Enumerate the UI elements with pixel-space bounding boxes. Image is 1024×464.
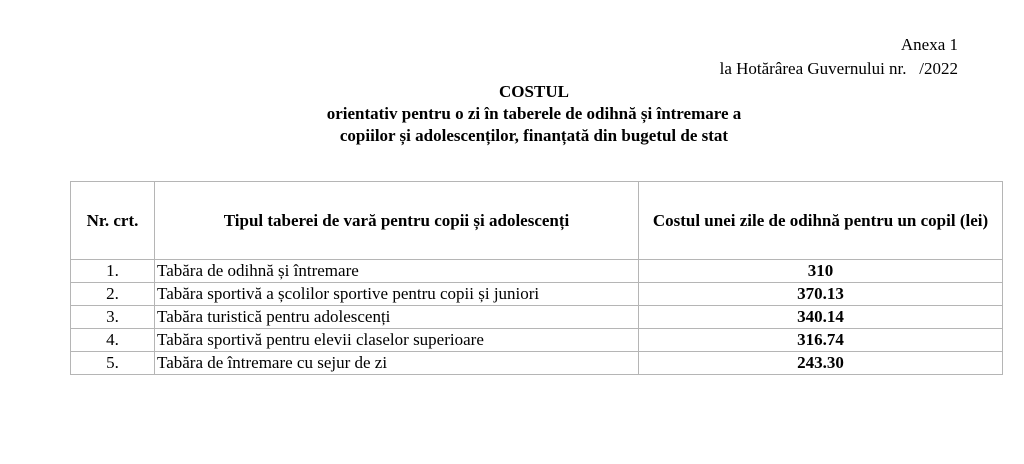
document-title [0,81,1024,147]
row-nr: 2. [71,283,155,306]
row-nr: 4. [71,329,155,352]
title-line-1: COSTUL [499,82,569,101]
table-row [71,352,1003,375]
table-row [71,260,1003,283]
table-row [71,283,1003,306]
row-nr: 3. [71,306,155,329]
row-camp-type: Tabăra sportivă pentru elevii claselor superioare [155,329,639,352]
title-line-2: orientativ pentru o zi în taberele de odihnă și întremare a [326,104,742,123]
row-nr: 5. [71,352,155,375]
row-nr: 1. [71,260,155,283]
table-header-row [71,182,1003,260]
table-row [71,329,1003,352]
title-line-3: copiilor și adolescenților, finanțată din bugetul de stat [339,126,729,145]
annex-decision-ref: la Hotărârea Guvernului nr. /2022 [719,59,958,78]
row-cost: 310 [639,260,1003,283]
table-row [71,306,1003,329]
row-camp-type: Tabăra de întremare cu sejur de zi [155,352,639,375]
header-nr: Nr. crt. [71,182,155,260]
cost-table [70,181,1003,375]
annex-reference [720,33,958,81]
annex-number: Anexa 1 [900,35,958,54]
row-cost: 243.30 [639,352,1003,375]
header-camp-type: Tipul taberei de vară pentru copii și adolescenți [155,182,639,260]
row-cost: 370.13 [639,283,1003,306]
row-cost: 340.14 [639,306,1003,329]
row-camp-type: Tabăra de odihnă și întremare [155,260,639,283]
row-camp-type: Tabăra sportivă a școlilor sportive pentru copii și juniori [155,283,639,306]
row-camp-type: Tabăra turistică pentru adolescenți [155,306,639,329]
header-cost: Costul unei zile de odihnă pentru un copil (lei) [639,182,1003,260]
row-cost: 316.74 [639,329,1003,352]
